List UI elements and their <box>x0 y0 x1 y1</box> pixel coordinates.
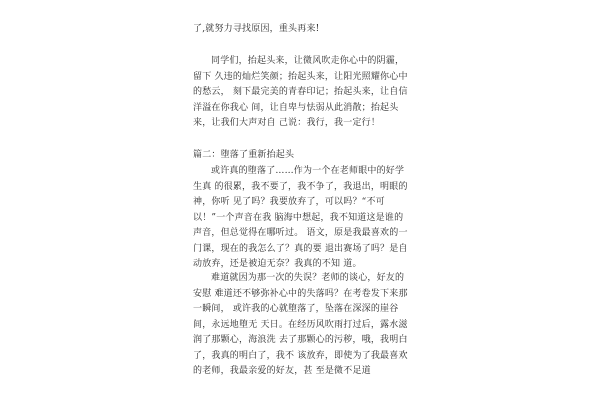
lead-line-text: 了,就努力寻找原因，重头再来! <box>193 24 320 34</box>
paragraph-3 <box>193 271 409 380</box>
paragraph-3-text: 难道就因为那一次的失误？老师的谈心，好友的安慰 难道还不够弥补心中的失落吗？在考卷发下来那一瞬间， 或许我的心就堕落了，坠落在深深的崖谷间，永远地堕无 天日。在经历风吹雨打过后，露水滋润了那颗心，海浪洗 去了那颗心的污秽，哦，我明白了，我真的明白了，我不 该放弃，即使为了我最喜欢的老师，我最亲爱的好友，甚 至是微不足道 <box>193 273 408 376</box>
lead-line <box>193 22 409 38</box>
section-title <box>193 148 409 164</box>
paragraph-2 <box>193 164 409 273</box>
paragraph-1 <box>193 54 409 132</box>
paragraph-2-text: 或许真的堕落了……作为一个在老师眼中的好学生真 的很累，我不要了，我不争了，我退出，明眼的神，你听 见了吗？我要放弃了，可以吗？“不可以！”一个声音在我 脑海中想起，我不知道这是谁的声音，但总觉得在哪听过。 语文，原是我最喜欢的一门课，现在的我怎么了？真的要 退出赛场了吗？是自动放弃，还是被迫无奈？我真的不知 道。 <box>193 166 408 269</box>
paragraph-1-text: 同学们，抬起头来，让微风吹走你心中的阴霾，留下 久违的灿烂笑颜；抬起头来，让阳光照耀你心中的愁云， 刻下最完美的青春印记；抬起头来，让自信洋溢在你我心 间，让自卑与怯弱从此消散；抬起头来，让我们大声对自 己说：我行，我一定行！ <box>193 56 408 128</box>
section-title-text: 篇二：堕落了重新抬起头 <box>193 150 295 160</box>
